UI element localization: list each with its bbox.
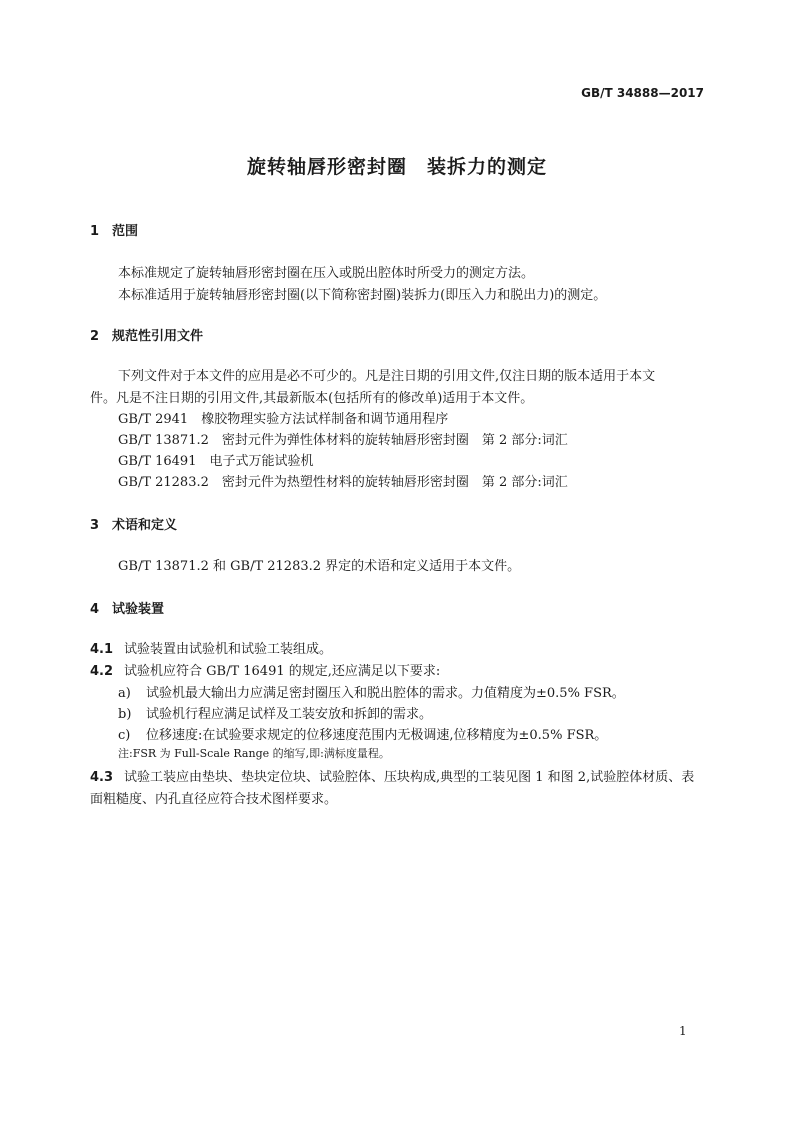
list-item	[118, 703, 432, 722]
list-item-label: c)	[118, 728, 131, 743]
reference-item: GB/T 16491 电子式万能试验机	[118, 454, 314, 469]
clause-4-3-continued: 面粗糙度、内孔直径应符合技术图样要求。	[90, 792, 338, 807]
document-title: 旋转轴唇形密封圈 装拆力的测定	[246, 156, 547, 178]
clause-number: 4.3	[90, 770, 114, 785]
clause-4-3	[90, 766, 694, 785]
list-item-label: a)	[118, 686, 131, 701]
section-title: 试验装置	[112, 602, 165, 617]
paragraph: GB/T 13871.2 和 GB/T 21283.2 界定的术语和定义适用于本文件。	[118, 559, 521, 574]
list-item-text: 试验机最大输出力应满足密封圈压入和脱出腔体的需求。力值精度为±0.5% FSR。	[146, 686, 625, 701]
section-title: 规范性引用文件	[112, 329, 204, 344]
reference-item: GB/T 21283.2 密封元件为热塑性材料的旋转轴唇形密封圈 第 2 部分:词汇	[118, 475, 568, 490]
clause-number: 4.1	[90, 642, 114, 657]
paragraph: 本标准适用于旋转轴唇形密封圈(以下简称密封圈)装拆力(即压入力和脱出力)的测定。	[118, 288, 607, 303]
clause-text: 试验工装应由垫块、垫块定位块、试验腔体、压块构成,典型的工装见图 1 和图 2,试验腔体材质、表	[124, 770, 695, 785]
section-number: 4	[90, 602, 100, 617]
paragraph: 本标准规定了旋转轴唇形密封圈在压入或脱出腔体时所受力的测定方法。	[118, 266, 535, 281]
standard-number: GB/T 34888—2017	[581, 86, 704, 100]
section-2-heading	[90, 325, 203, 344]
clause-4-2	[90, 660, 440, 679]
list-item-label: b)	[118, 707, 132, 722]
page-number: 1	[679, 1024, 687, 1038]
note: 注:FSR 为 Full-Scale Range 的缩写,即:满标度量程。	[118, 747, 390, 760]
reference-item: GB/T 13871.2 密封元件为弹性体材料的旋转轴唇形密封圈 第 2 部分:词汇	[118, 433, 568, 448]
section-title: 范围	[112, 224, 139, 239]
section-4-heading	[90, 598, 164, 617]
reference-item: GB/T 2941 橡胶物理实验方法试样制备和调节通用程序	[118, 412, 449, 427]
paragraph: 下列文件对于本文件的应用是必不可少的。凡是注日期的引用文件,仅注日期的版本适用于本文	[118, 369, 656, 384]
paragraph: 件。凡是不注日期的引用文件,其最新版本(包括所有的修改单)适用于本文件。	[90, 391, 534, 406]
section-title: 术语和定义	[112, 518, 178, 533]
clause-text: 试验机应符合 GB/T 16491 的规定,还应满足以下要求:	[124, 664, 441, 679]
clause-number: 4.2	[90, 664, 114, 679]
section-number: 3	[90, 518, 100, 533]
list-item-text: 试验机行程应满足试样及工装安放和拆卸的需求。	[146, 707, 433, 722]
list-item	[118, 724, 607, 743]
section-3-heading	[90, 514, 177, 533]
section-1-heading	[90, 220, 138, 239]
list-item-text: 位移速度:在试验要求规定的位移速度范围内无极调速,位移精度为±0.5% FSR。	[146, 728, 608, 743]
clause-4-1	[90, 638, 332, 657]
section-number: 1	[90, 224, 100, 239]
section-number: 2	[90, 329, 100, 344]
list-item	[118, 682, 625, 701]
clause-text: 试验装置由试验机和试验工装组成。	[124, 642, 333, 657]
